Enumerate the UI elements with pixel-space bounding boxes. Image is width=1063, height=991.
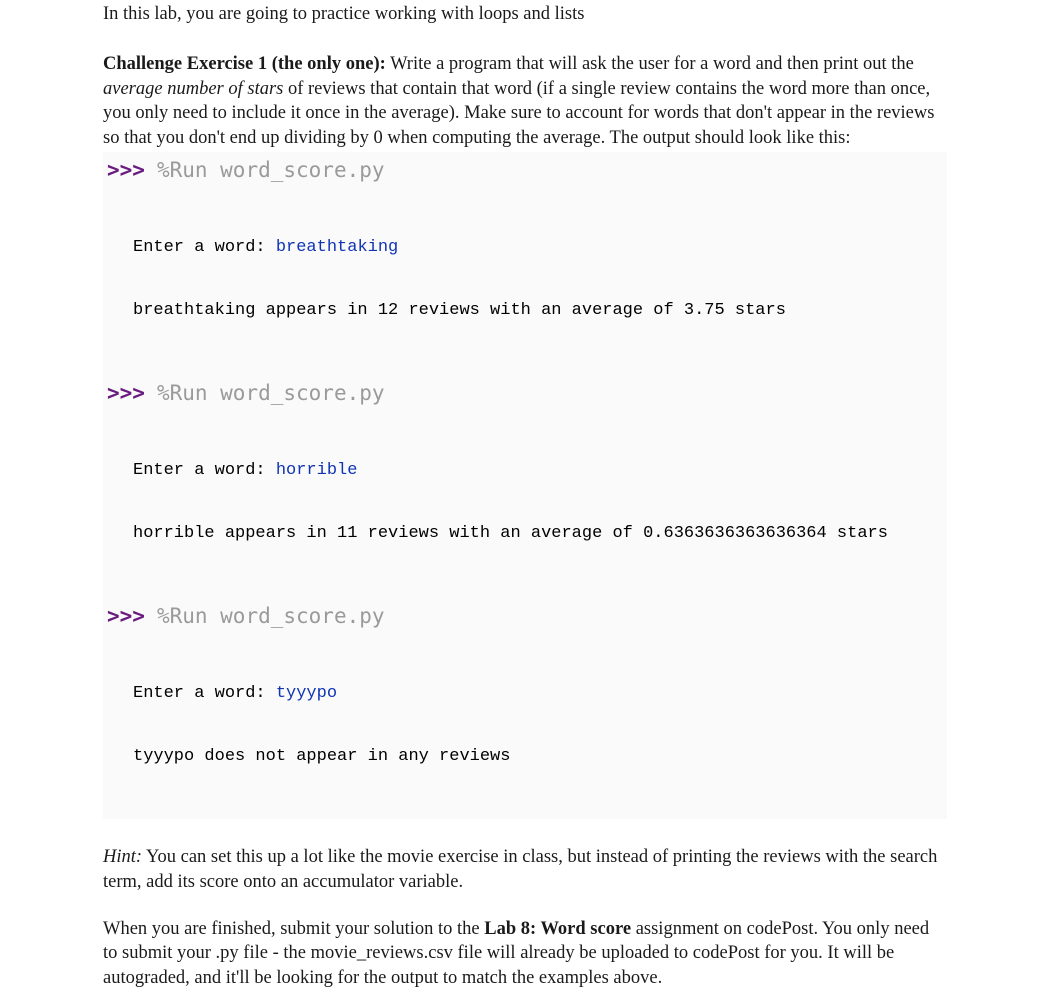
challenge-title: Challenge Exercise 1 (the only one): <box>103 53 386 74</box>
console-prompt: >>> <box>107 603 145 628</box>
intro-paragraph: In this lab, you are going to practice working with loops and lists <box>103 4 585 24</box>
input-label: Enter a word: <box>133 683 276 703</box>
document-body <box>103 0 945 991</box>
input-value: breathtaking <box>275 237 399 257</box>
console-output-block <box>133 407 947 586</box>
console-run-line <box>107 156 947 184</box>
console-prompt: >>> <box>107 380 145 405</box>
console-result-line: tyyypo does not appear in any reviews <box>133 746 511 766</box>
challenge-paragraph <box>103 52 945 151</box>
console-result-line: horrible appears in 11 reviews with an average of 0.6363636363636364 stars <box>133 523 888 543</box>
console-output-block <box>133 184 947 363</box>
console-input-line <box>133 237 947 258</box>
hint-paragraph <box>103 845 945 895</box>
console-command: %Run word_score.py <box>156 603 385 628</box>
input-label: Enter a word: <box>133 237 276 257</box>
input-value: horrible <box>275 460 358 480</box>
challenge-text-b: of reviews that contain that word (if a single review contains the word more than once, you only need to include it once in the average). Make sure to account for words that don't appear in the reviews so that you don't end up dividing by 0 when computing the average. The output should look like this: <box>103 78 935 149</box>
assignment-name: Lab 8: Word score <box>484 918 632 939</box>
challenge-emphasis: average number of stars <box>103 78 284 99</box>
console-output-block <box>133 630 947 809</box>
input-label: Enter a word: <box>133 460 276 480</box>
challenge-text-a: Write a program that will ask the user for a word and then print out the <box>385 53 914 74</box>
console-input-line <box>133 683 947 704</box>
console-run-line <box>107 602 947 630</box>
hint-text: You can set this up a lot like the movie exercise in class, but instead of printing the reviews with the search term, add its score onto an accumulator variable. <box>103 846 938 892</box>
console-input-line <box>133 460 947 481</box>
submit-text-b: assignment on codePost. You only need to submit your .py file - the movie_reviews.csv file will already be uploaded to codePost for you. It will be autograded, and it'll be looking for the output to match the examples above. <box>103 918 930 989</box>
console-prompt: >>> <box>107 157 145 182</box>
console-command: %Run word_score.py <box>156 380 385 405</box>
submit-paragraph <box>103 917 945 991</box>
console-result-line: breathtaking appears in 12 reviews with an average of 3.75 stars <box>133 300 786 320</box>
submit-text-a: When you are finished, submit your solution to the <box>103 918 485 939</box>
console-run-line <box>107 379 947 407</box>
hint-label: Hint: <box>103 846 143 867</box>
console-output-example <box>103 152 947 819</box>
input-value: tyyypo <box>275 683 338 703</box>
console-command: %Run word_score.py <box>156 157 385 182</box>
